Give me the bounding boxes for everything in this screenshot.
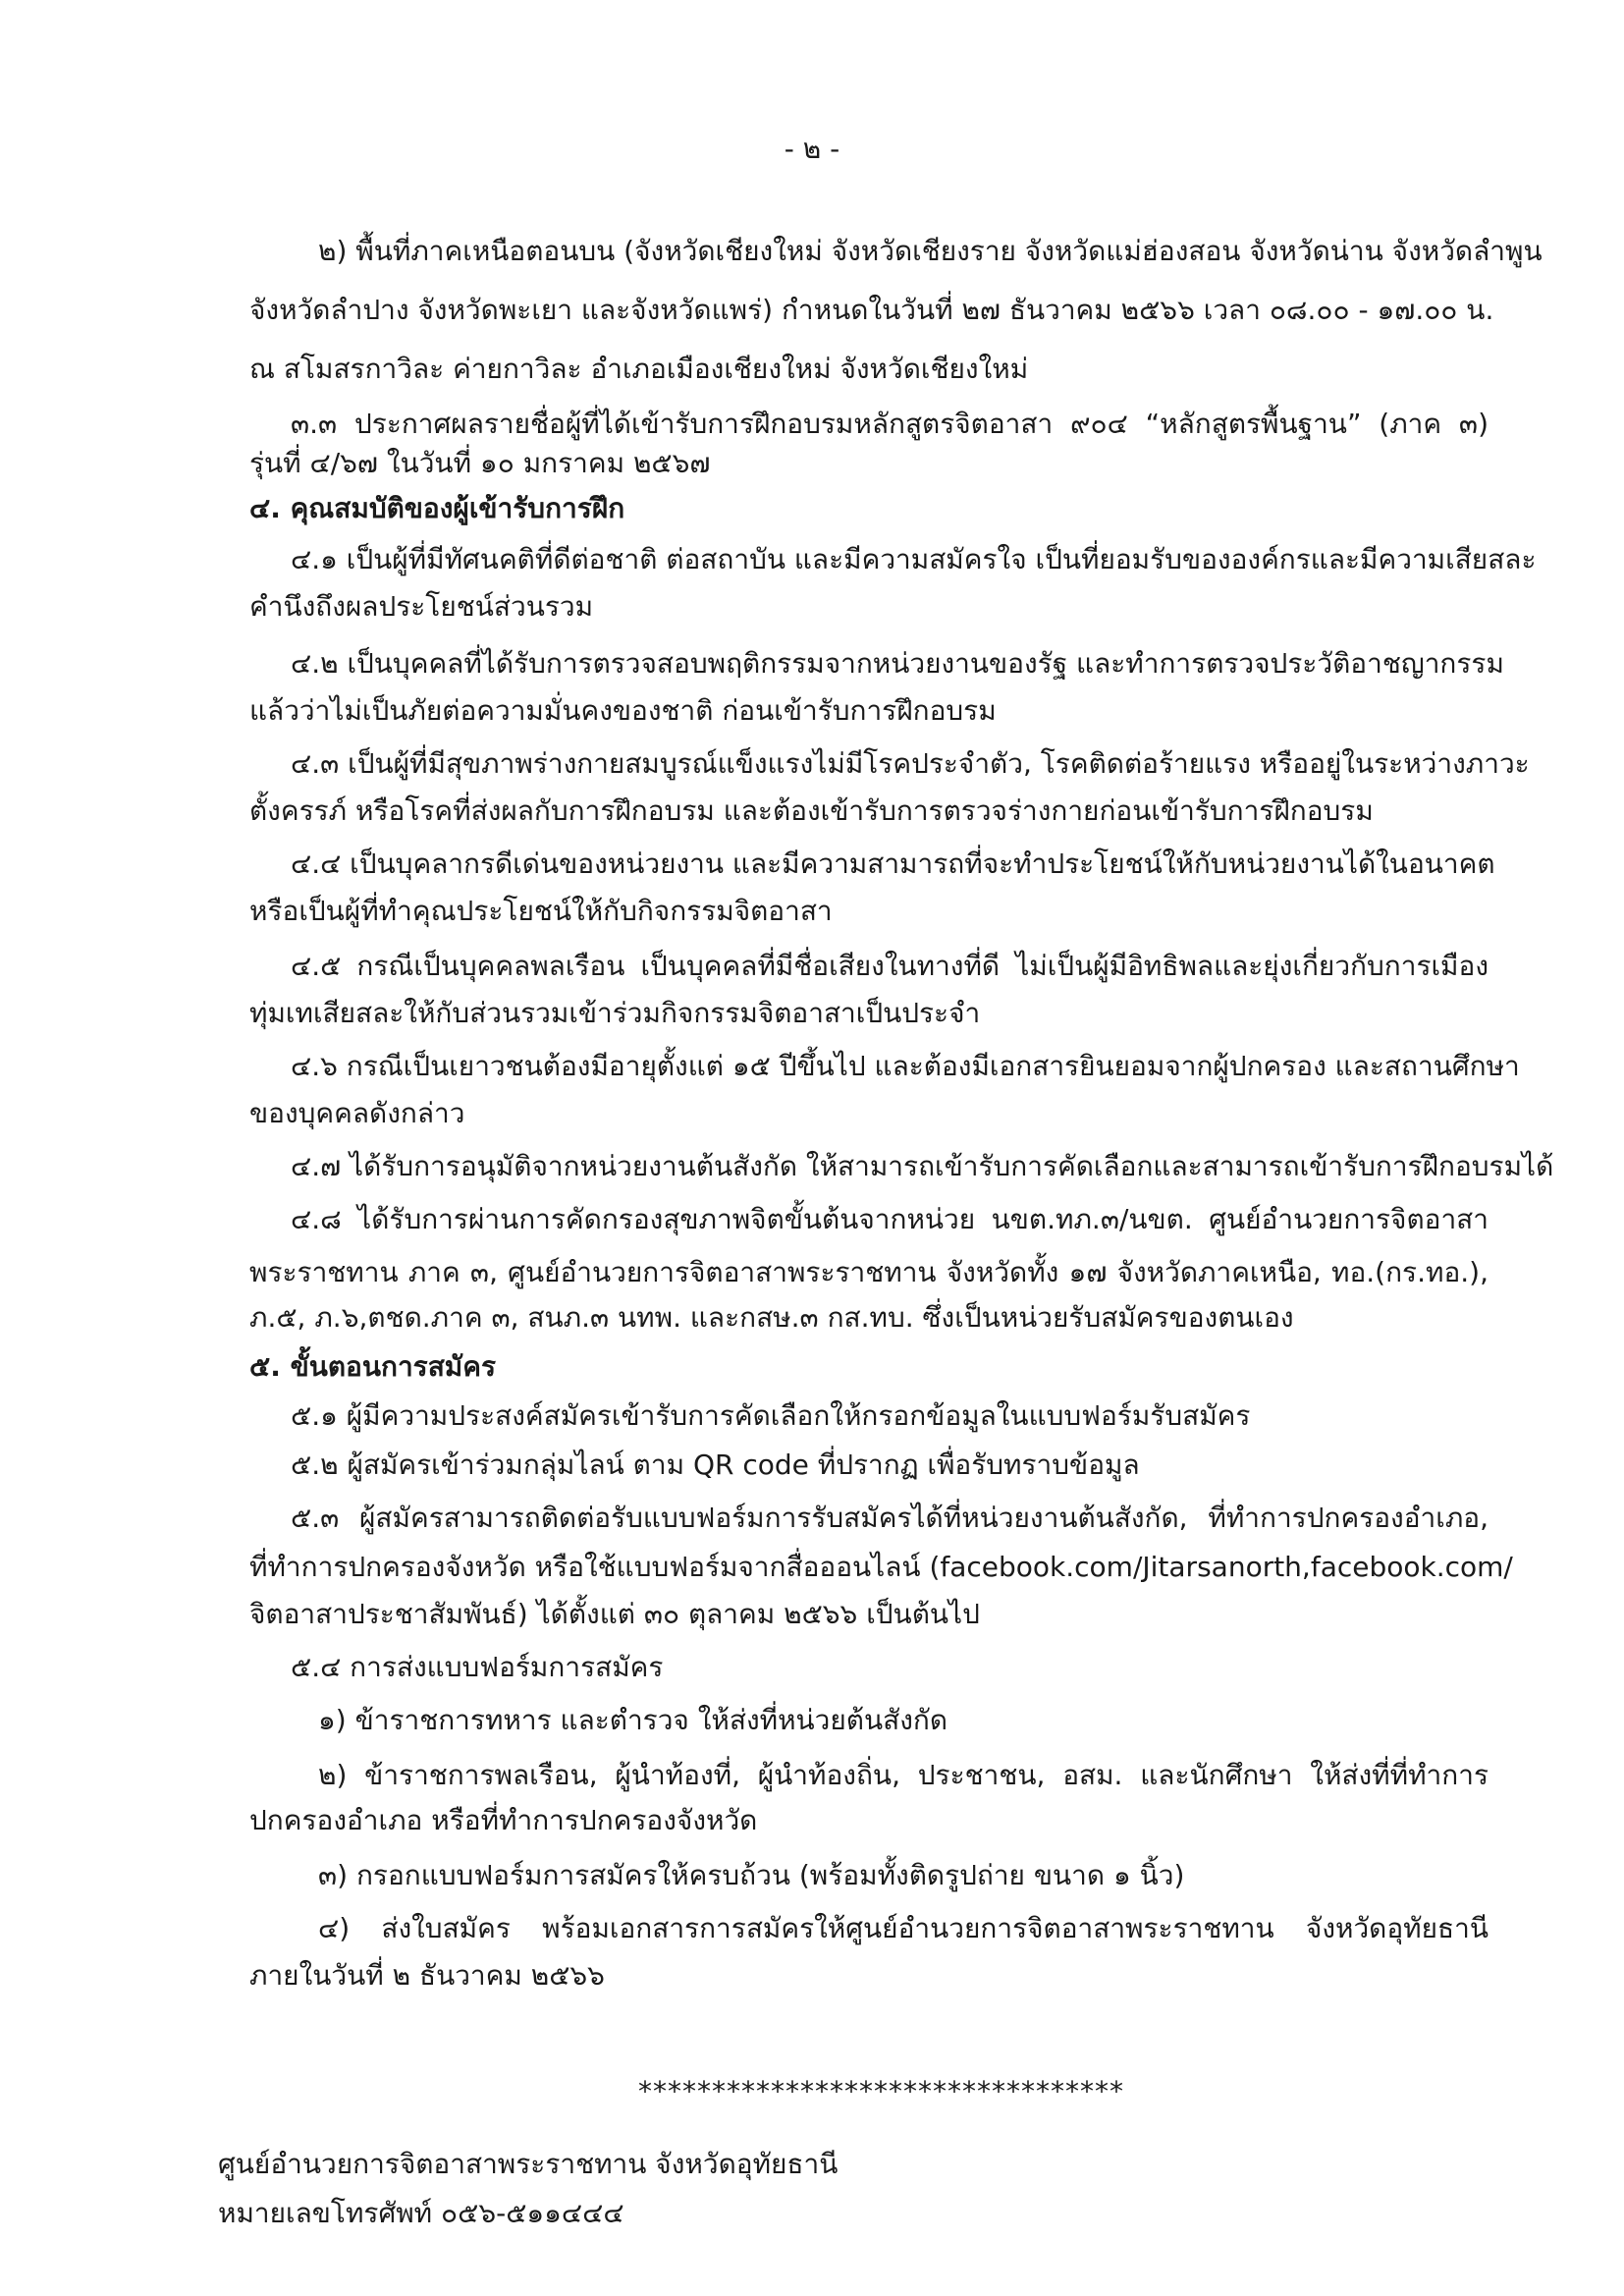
item-4-5-line-1: ๔.๕ กรณีเป็นบุคคลพลเรือน เป็นบุคคลที่มีชื่อเสียงในทางที่ดี ไม่เป็นผู้มีอิทธิพลและยุ่งเกี่ยวกับการเมือง bbox=[291, 950, 1489, 982]
item-5-3-line-3: จิตอาสาประชาสัมพันธ์) ได้ตั้งแต่ ๓๐ ตุลาคม ๒๕๖๖ เป็นต้นไป bbox=[249, 1598, 980, 1630]
section-5-heading: ๕. ขั้นตอนการสมัคร bbox=[249, 1350, 497, 1383]
item-4-2-line-1: ๔.๒ เป็นบุคคลที่ได้รับการตรวจสอบพฤติกรรมจากหน่วยงานของรัฐ และทำการตรวจประวัติอาชญากรรม bbox=[291, 647, 1504, 680]
page-number: - ๒ - bbox=[784, 133, 840, 165]
item-5-4-sub-2-line-2: ปกครองอำเภอ หรือที่ทำการปกครองจังหวัด bbox=[249, 1804, 758, 1836]
item-4-3-line-2: ตั้งครรภ์ หรือโรคที่ส่งผลกับการฝึกอบรม และต้องเข้ารับการตรวจร่างกายก่อนเข้ารับการฝึกอบรม bbox=[249, 794, 1374, 827]
para-3-2-line-1: ๒) พื้นที่ภาคเหนือตอนบน (จังหวัดเชียงใหม่ จังหวัดเชียงราย จังหวัดแม่ฮ่องสอน จังหวัดน่าน จังหวัดลำพูน bbox=[318, 235, 1543, 267]
footer-phone: หมายเลขโทรศัพท์ ๐๕๖-๕๑๑๔๔๔ bbox=[218, 2197, 624, 2229]
item-5-1: ๕.๑ ผู้มีความประสงค์สมัครเข้ารับการคัดเลือกให้กรอกข้อมูลในแบบฟอร์มรับสมัคร bbox=[291, 1399, 1251, 1432]
para-3-3-line-1: ๓.๓ ประกาศผลรายชื่อผู้ที่ได้เข้ารับการฝึกอบรมหลักสูตรจิตอาสา ๙๐๔ “หลักสูตรพื้นฐาน” (ภาค ๓) bbox=[291, 408, 1489, 440]
item-5-2: ๕.๒ ผู้สมัครเข้าร่วมกลุ่มไลน์ ตาม QR code ที่ปรากฏ เพื่อรับทราบข้อมูล bbox=[291, 1449, 1140, 1481]
item-4-1-line-1: ๔.๑ เป็นผู้ที่มีทัศนคติที่ดีต่อชาติ ต่อสถาบัน และมีความสมัครใจ เป็นที่ยอมรับขององค์กรและมีความเสียสละ bbox=[291, 543, 1537, 575]
para-3-3-line-2: รุ่นที่ ๔/๖๗ ในวันที่ ๑๐ มกราคม ๒๕๖๗ bbox=[249, 447, 711, 479]
item-5-4-sub-2-line-1: ๒) ข้าราชการพลเรือน, ผู้นำท้องที่, ผู้นำท้องถิ่น, ประชาชน, อสม. และนักศึกษา ให้ส่งที่ที่ทำการ bbox=[318, 1759, 1489, 1791]
item-4-8-line-1: ๔.๘ ได้รับการผ่านการคัดกรองสุขภาพจิตขั้นต้นจากหน่วย นขต.ทภ.๓/นขต. ศูนย์อำนวยการจิตอาสา bbox=[291, 1203, 1489, 1235]
item-5-4-sub-4-line-2: ภายในวันที่ ๒ ธันวาคม ๒๕๖๖ bbox=[249, 1959, 605, 1992]
item-5-4-sub-1: ๑) ข้าราชการทหาร และตำรวจ ให้ส่งที่หน่วยต้นสังกัด bbox=[318, 1704, 948, 1736]
para-3-2-line-2: จังหวัดลำปาง จังหวัดพะเยา และจังหวัดแพร่) กำหนดในวันที่ ๒๗ ธันวาคม ๒๕๖๖ เวลา ๐๘.๐๐ - ๑๗.๐๐ น. bbox=[249, 294, 1494, 326]
item-4-6-line-1: ๔.๖ กรณีเป็นเยาวชนต้องมีอายุตั้งแต่ ๑๕ ปีขึ้นไป และต้องมีเอกสารยินยอมจากผู้ปกครอง และสถานศึกษา bbox=[291, 1050, 1520, 1082]
item-4-3-line-1: ๔.๓ เป็นผู้ที่มีสุขภาพร่างกายสมบูรณ์แข็งแรงไม่มีโรคประจำตัว, โรคติดต่อร้ายแรง หรืออยู่ในระหว่างภาวะ bbox=[291, 747, 1530, 780]
item-5-4-title: ๕.๔ การส่งแบบฟอร์มการสมัคร bbox=[291, 1651, 664, 1683]
footer-office: ศูนย์อำนวยการจิตอาสาพระราชทาน จังหวัดอุทัยธานี bbox=[218, 2148, 839, 2180]
section-4-heading: ๔. คุณสมบัติของผู้เข้ารับการฝึก bbox=[249, 492, 625, 524]
item-5-4-sub-4-line-1: ๔) ส่งใบสมัคร พร้อมเอกสารการสมัครให้ศูนย์อำนวยการจิตอาสาพระราชทาน จังหวัดอุทัยธานี bbox=[318, 1912, 1489, 1944]
item-4-1-line-2: คำนึงถึงผลประโยชน์ส่วนรวม bbox=[249, 590, 594, 623]
item-5-3-line-2: ที่ทำการปกครองจังหวัด หรือใช้แบบฟอร์มจากสื่อออนไลน์ (facebook.com/Jitarsanorth,facebook.com/ bbox=[249, 1551, 1513, 1583]
item-5-4-sub-3: ๓) กรอกแบบฟอร์มการสมัครให้ครบถ้วน (พร้อมทั้งติดรูปถ่าย ขนาด ๑ นิ้ว) bbox=[318, 1859, 1185, 1891]
item-4-8-line-2: พระราชทาน ภาค ๓, ศูนย์อำนวยการจิตอาสาพระราชทาน จังหวัดทั้ง ๑๗ จังหวัดภาคเหนือ, ทอ.(กร.ทอ.), bbox=[249, 1256, 1489, 1288]
item-4-4-line-2: หรือเป็นผู้ที่ทำคุณประโยชน์ให้กับกิจกรรมจิตอาสา bbox=[249, 895, 833, 927]
item-4-4-line-1: ๔.๔ เป็นบุคลากรดีเด่นของหน่วยงาน และมีความสามารถที่จะทำประโยชน์ให้กับหน่วยงานได้ในอนาคต bbox=[291, 847, 1495, 880]
item-4-8-line-3: ภ.๕, ภ.๖,ตชด.ภาค ๓, สนภ.๓ นทพ. และกสษ.๓ กส.ทบ. ซึ่งเป็นหน่วยรับสมัครของตนเอง bbox=[249, 1301, 1294, 1334]
item-4-5-line-2: ทุ่มเทเสียสละให้กับส่วนรวมเข้าร่วมกิจกรรมจิตอาสาเป็นประจำ bbox=[249, 997, 981, 1029]
item-4-6-line-2: ของบุคคลดังกล่าว bbox=[249, 1097, 465, 1129]
item-4-2-line-2: แล้วว่าไม่เป็นภัยต่อความมั่นคงของชาติ ก่อนเข้ารับการฝึกอบรม bbox=[249, 694, 997, 727]
item-5-3-line-1: ๕.๓ ผู้สมัครสามารถติดต่อรับแบบฟอร์มการรับสมัครได้ที่หน่วยงานต้นสังกัด, ที่ทำการปกครองอำเภอ, bbox=[291, 1502, 1489, 1534]
para-3-2-line-3: ณ สโมสรกาวิละ ค่ายกาวิละ อำเภอเมืองเชียงใหม่ จังหวัดเชียงใหม่ bbox=[249, 353, 1029, 385]
item-4-7-line-1: ๔.๗ ได้รับการอนุมัติจากหน่วยงานต้นสังกัด ให้สามารถเข้ารับการคัดเลือกและสามารถเข้ารับการฝึกอบรมได้ bbox=[291, 1150, 1554, 1182]
separator-stars: ********************************* bbox=[638, 2075, 1124, 2107]
